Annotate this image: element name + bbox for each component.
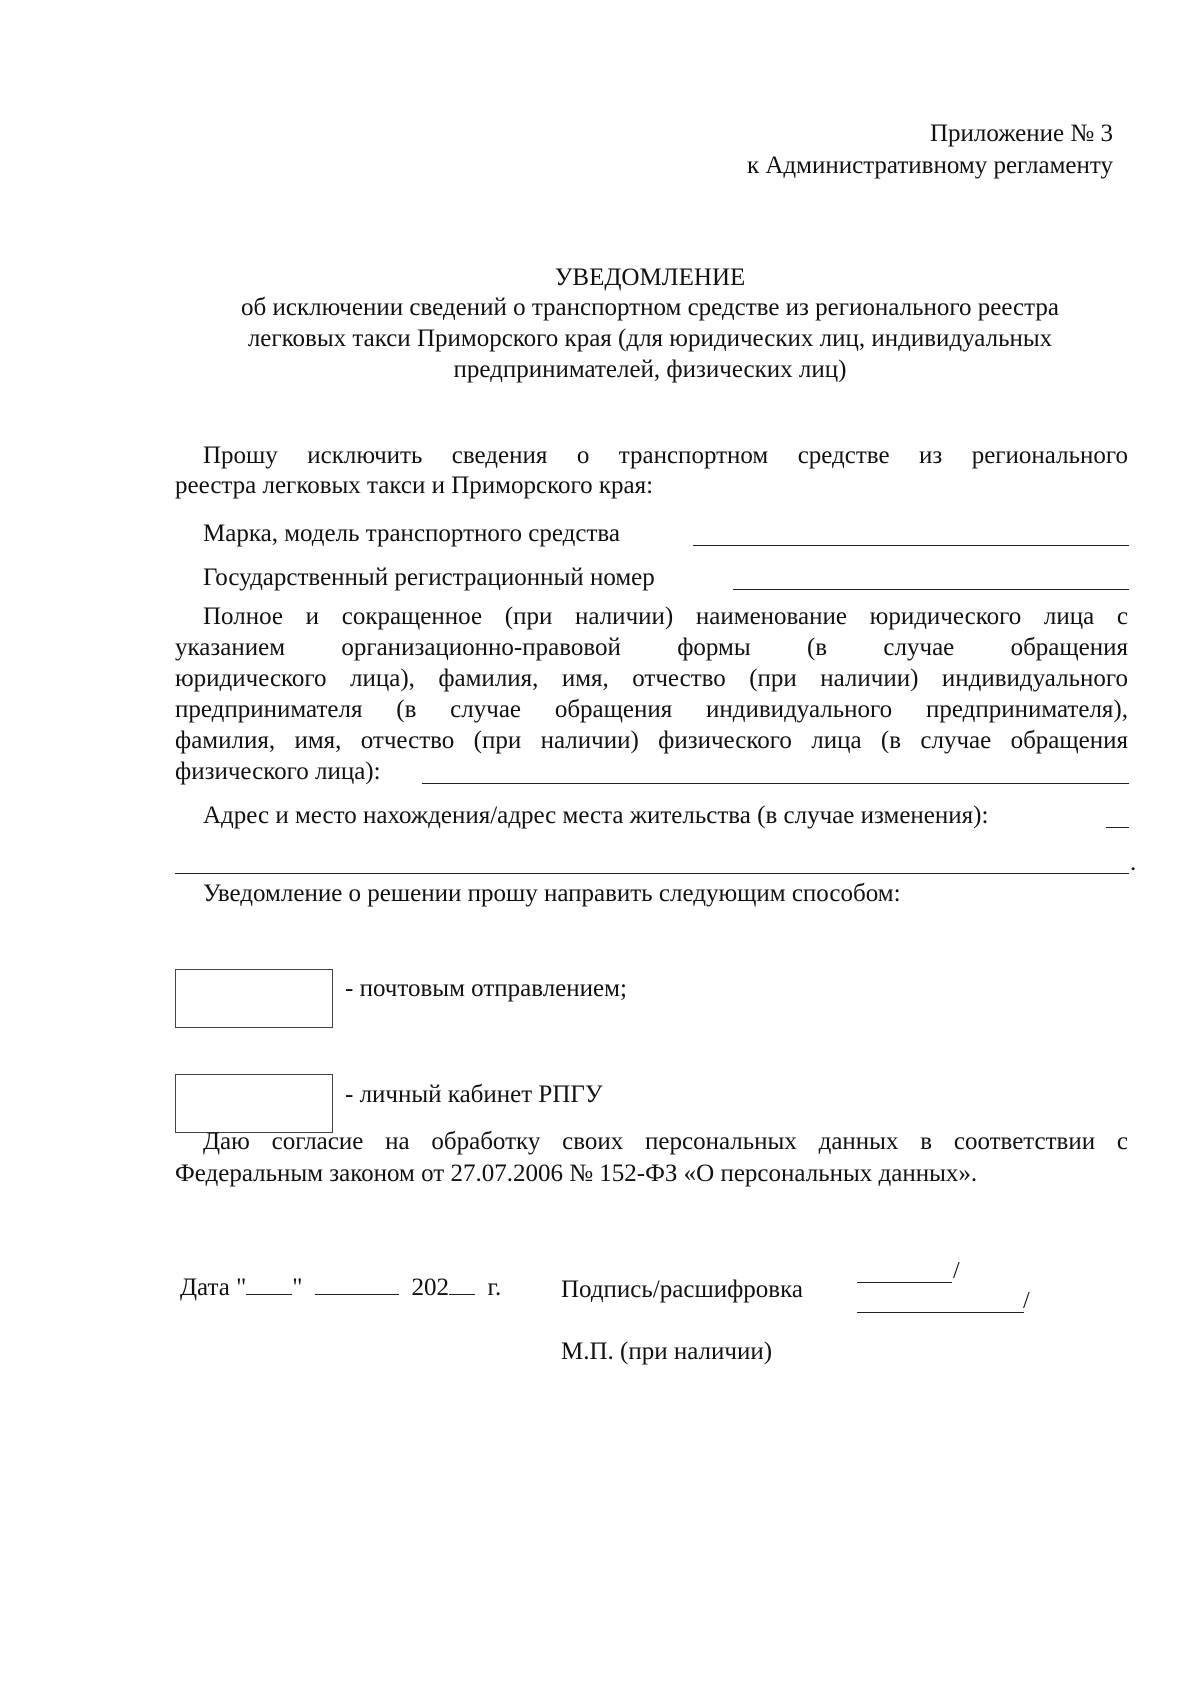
- document-subtitle-2: легковых такси Приморского края (для юридических лиц, индивидуальных: [247, 325, 1053, 352]
- date-day-field[interactable]: [246, 1294, 292, 1295]
- date-label: Дата ": [180, 1274, 247, 1301]
- signature-decode-field[interactable]: [857, 1312, 1024, 1313]
- address-field[interactable]: [175, 873, 1129, 874]
- request-line-2: реестра легковых такси и Приморского края:: [175, 472, 654, 499]
- applicant-name-text-4: предпринимателя (в случае обращения индивидуального предпринимателя),: [175, 696, 1128, 723]
- vehicle-brand-label: Марка, модель транспортного средства: [203, 520, 620, 547]
- applicant-name-text-1: Полное и сокращенное (при наличии) наименование юридического лица с: [203, 603, 1128, 630]
- document-title: УВЕДОМЛЕНИЕ: [554, 264, 746, 291]
- applicant-name-text-5: фамилия, имя, отчество (при наличии) физического лица (в случае обращения: [175, 727, 1128, 754]
- signature-field[interactable]: [857, 1282, 952, 1283]
- stamp-label: М.П. (при наличии): [561, 1338, 773, 1365]
- date-month-field[interactable]: [315, 1294, 399, 1295]
- registration-number-label: Государственный регистрационный номер: [203, 564, 655, 591]
- address-field-start[interactable]: [1106, 827, 1129, 828]
- registration-number-field[interactable]: [733, 589, 1129, 590]
- address-label: Адрес и место нахождения/адрес места жительства (в случае изменения):: [203, 802, 989, 829]
- cabinet-option-label: - личный кабинет РПГУ: [345, 1081, 603, 1108]
- signature-label: Подпись/расшифровка: [561, 1276, 803, 1303]
- document-subtitle-3: предпринимателей, физических лиц): [453, 356, 847, 383]
- applicant-name-text-6: физического лица):: [175, 758, 381, 785]
- date-year-suffix: г.: [487, 1274, 502, 1301]
- address-end-period: .: [1130, 849, 1137, 876]
- signature-slash-1: /: [953, 1258, 960, 1284]
- document-subtitle-1: об исключении сведений о транспортном средстве из регионального реестра: [241, 294, 1059, 321]
- date-year-field[interactable]: [449, 1294, 475, 1295]
- date-year-prefix: 202: [411, 1274, 450, 1301]
- appendix-number: Приложение № 3: [929, 120, 1113, 147]
- date-quote: ": [292, 1274, 303, 1301]
- cabinet-checkbox[interactable]: [175, 1074, 333, 1133]
- postal-checkbox[interactable]: [175, 969, 333, 1028]
- notify-method-label: Уведомление о решении прошу направить следующим способом:: [203, 880, 901, 907]
- signature-slash-2: /: [1023, 1288, 1030, 1314]
- consent-line-1: Даю согласие на обработку своих персональных данных в соответствии с: [203, 1128, 1128, 1155]
- vehicle-brand-field[interactable]: [693, 545, 1129, 546]
- applicant-name-text-3: юридического лица), фамилия, имя, отчество (при наличии) индивидуального: [175, 665, 1128, 692]
- appendix-reference: к Административному регламенту: [746, 152, 1113, 179]
- postal-option-label: - почтовым отправлением;: [345, 975, 627, 1002]
- request-line-1: Прошу исключить сведения о транспортном средстве из регионального: [203, 442, 1128, 469]
- consent-line-2: Федеральным законом от 27.07.2006 № 152-ФЗ «О персональных данных».: [175, 1160, 978, 1187]
- date-row: [180, 1274, 501, 1302]
- applicant-name-field[interactable]: [422, 783, 1129, 784]
- applicant-name-text-2: указанием организационно-правовой формы (в случае обращения: [175, 634, 1128, 661]
